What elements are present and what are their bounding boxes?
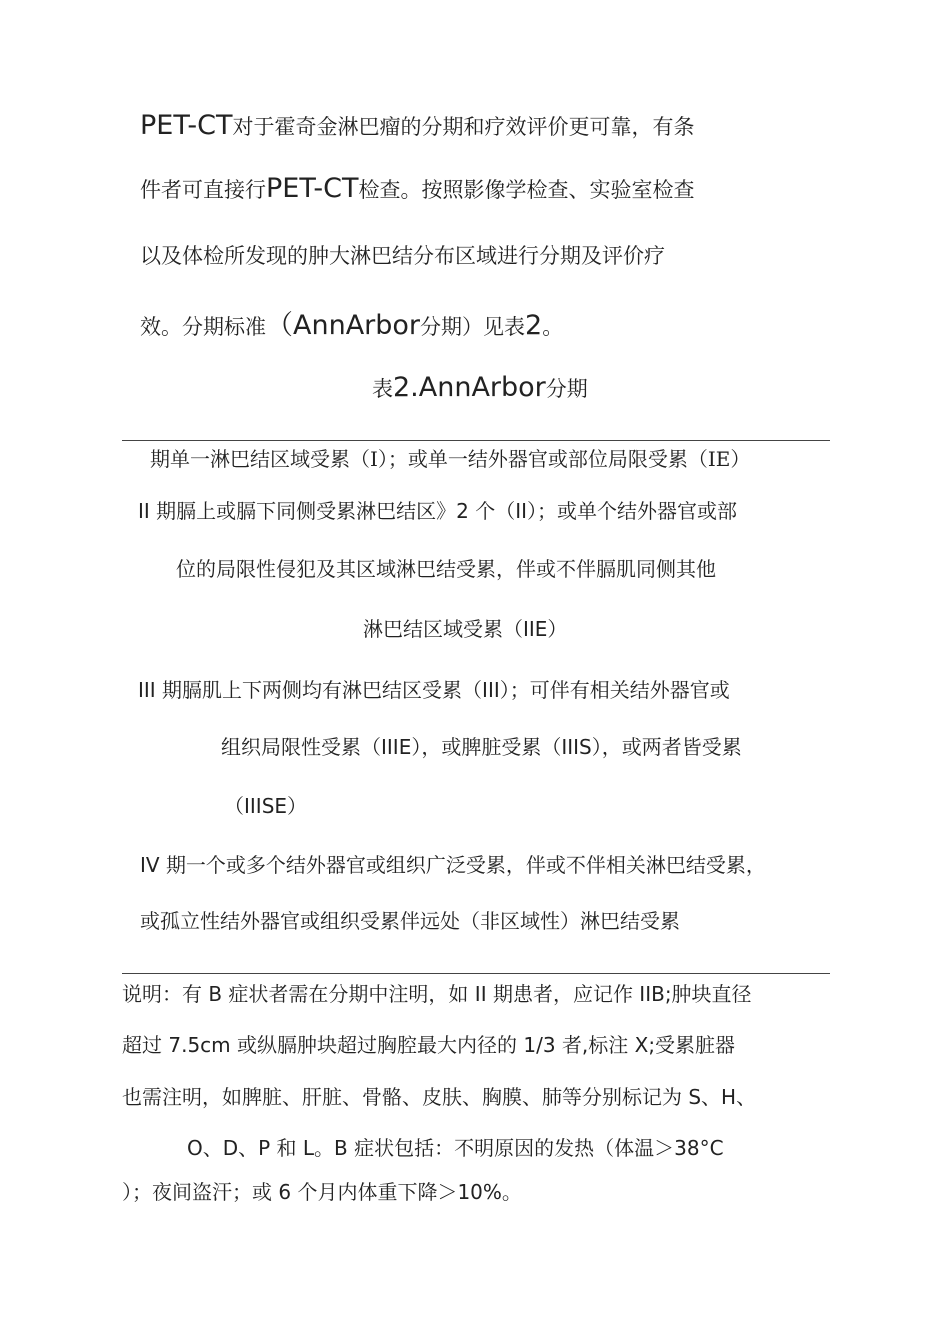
table-row-stage-2-line-2	[176, 553, 716, 582]
table-cell-line: （IIISE）	[224, 794, 308, 818]
note-line-1	[122, 978, 752, 1007]
table-row-stage-3-line-3	[224, 790, 307, 819]
table-row-stage-2-line-1	[138, 495, 737, 524]
paragraph-text: 。	[542, 315, 564, 339]
note-line-5	[122, 1176, 522, 1205]
table-ref-number: 2	[525, 310, 543, 341]
table-row-stage-3-line-2	[221, 731, 742, 760]
table-cell-line: IV 期一个或多个结外器官或组织广泛受累，伴或不伴相关淋巴结受累，	[140, 853, 766, 877]
caption-title: 2.AnnArbor	[393, 372, 546, 403]
caption-suffix: 分期	[545, 377, 588, 401]
pet-ct-term: PET-CT	[140, 110, 233, 141]
paragraph-line-2	[140, 173, 694, 204]
table-cell-line: 淋巴结区域受累（IIE）	[363, 617, 568, 641]
table-caption	[372, 372, 588, 403]
table-cell-line: III 期膈肌上下两侧均有淋巴结区受累（III）；可伴有相关结外器官或	[138, 678, 730, 702]
table-cell-line: 期单一淋巴结区域受累（I）；或单一结外器官或部位局限受累（IE）	[150, 447, 751, 471]
paragraph-line-1	[140, 110, 694, 141]
paragraph-line-3	[140, 240, 665, 270]
staging-term: （AnnArbor	[266, 310, 421, 341]
table-row-stage-4-line-1	[140, 849, 766, 878]
note-text: 说明：有 B 症状者需在分期中注明，如 II 期患者，应记作 IIB;肿块直径	[122, 982, 752, 1006]
paragraph-text: 检查。按照影像学检查、实验室检查	[358, 178, 695, 202]
table-cell-line: II 期膈上或膈下同侧受累淋巴结区》2 个（II）；或单个结外器官或部	[138, 499, 738, 523]
note-text: 也需注明，如脾脏、肝脏、骨骼、皮肤、胸膜、肺等分别标记为 S、H、	[122, 1085, 757, 1109]
table-top-rule	[122, 440, 830, 441]
table-cell-line: 组织局限性受累（IIIE），或脾脏受累（IIIS），或两者皆受累	[221, 735, 742, 759]
table-row-stage-3-line-1	[138, 674, 730, 703]
paragraph-text: 分期）见表	[420, 315, 526, 339]
paragraph-line-4	[140, 303, 563, 342]
table-cell-line: 或孤立性结外器官或组织受累伴远处（非区域性）淋巴结受累	[140, 909, 680, 933]
table-row-stage-2-line-3	[363, 613, 567, 642]
note-text: ）；夜间盗汗；或 6 个月内体重下降＞10%。	[122, 1180, 522, 1204]
note-line-2	[122, 1029, 735, 1058]
paragraph-text: 以及体检所发现的肿大淋巴结分布区域进行分期及评价疗	[140, 244, 665, 268]
note-line-4	[187, 1132, 724, 1161]
note-text: 超过 7.5cm 或纵膈肿块超过胸腔最大内径的 1/3 者,标注 X;受累脏器	[122, 1033, 736, 1057]
paragraph-text: 件者可直接行	[140, 178, 266, 202]
paragraph-text: 效。分期标准	[140, 315, 266, 339]
note-line-3	[122, 1081, 756, 1110]
table-bottom-rule	[122, 973, 830, 974]
table-row-stage-1	[150, 443, 750, 472]
paragraph-text: 对于霍奇金淋巴瘤的分期和疗效评价更可靠，有条	[232, 115, 695, 139]
note-text: O、D、P 和 L。B 症状包括：不明原因的发热（体温＞38°C	[187, 1136, 724, 1160]
caption-prefix: 表	[372, 377, 393, 401]
table-cell-line: 位的局限性侵犯及其区域淋巴结受累，伴或不伴膈肌同侧其他	[176, 557, 716, 581]
pet-ct-term: PET-CT	[266, 173, 359, 204]
table-row-stage-4-line-2	[140, 905, 680, 934]
